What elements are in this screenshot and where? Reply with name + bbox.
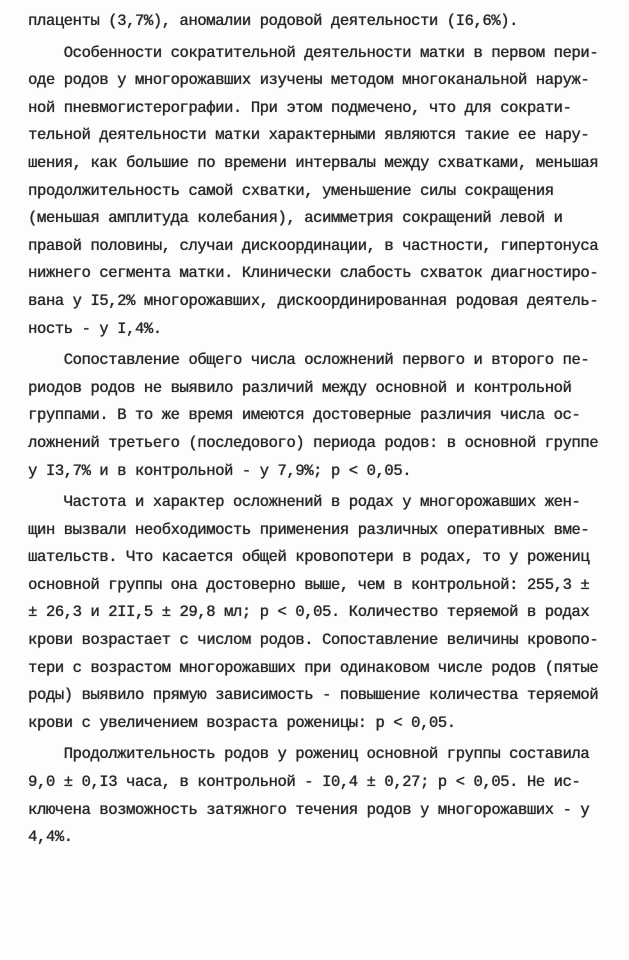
text-line: риодов родов не выявило различий между основной и контрольной <box>28 378 572 397</box>
text-line: Продолжительность родов у рожениц основной группы составила <box>28 745 590 764</box>
document-body <box>28 8 600 852</box>
text-line: крови с увеличением возраста роженицы: p < 0,05. <box>28 713 456 732</box>
text-line: ность - у I,4%. <box>28 319 162 338</box>
text-line: (меньшая амплитуда колебания), асимметрия сокращений левой и <box>28 209 563 228</box>
text-line: основной группы она достоверно выше, чем в контрольной: 255,3 ± <box>28 575 590 594</box>
text-line: группами. В то же время имеются достоверные различия числа ос- <box>28 406 581 425</box>
text-line: Частота и характер осложнений в родах у многорожавших жен- <box>28 493 581 512</box>
text-line: продолжительность самой схватки, уменьшение силы сокращения <box>28 181 554 200</box>
text-line: оде родов у многорожавших изучены методом многоканальной наруж- <box>28 71 590 90</box>
text-line: вана у I5,2% многорожавших, дискоординированная родовая деятель- <box>28 291 599 310</box>
text-line: тельной деятельности матки характерными являются такие ее нару- <box>28 126 590 145</box>
text-line: 4,4%. <box>28 828 73 847</box>
text-line: ложнений третьего (последового) периода родов: в основной группе <box>28 433 599 452</box>
text-line: у I3,7% и в контрольной - у 7,9%; p < 0,05. <box>28 461 412 480</box>
text-line: плаценты (3,7%), аномалии родовой деятельности (I6,6%). <box>28 12 518 30</box>
text-line: ключена возможность затяжного течения родов у многорожавших - у <box>28 800 590 819</box>
text-line: щин вызвали необходимость применения различных оперативных вме- <box>28 520 590 539</box>
text-line: крови возрастает с числом родов. Сопоставление величины кровопо- <box>28 631 599 650</box>
text-line: шения, как большие по времени интервалы между схватками, меньшая <box>28 153 599 172</box>
text-line: правой половины, случаи дискоординации, в частности, гипертонуса <box>28 236 599 255</box>
text-line: ± 26,3 и 2II,5 ± 29,8 мл; p < 0,05. Количество теряемой в родах <box>28 603 590 622</box>
text-line: ной пневмогистерографии. При этом подмечено, что для сократи- <box>28 98 572 117</box>
text-line: Особенности сократительной деятельности матки в первом пери- <box>28 43 599 62</box>
text-line: тери с возрастом многорожавших при одинаковом числе родов (пятые <box>28 658 599 677</box>
text-line: шательств. Что касается общей кровопотери в родах, то у рожениц <box>28 548 590 567</box>
text-line: Сопоставление общего числа осложнений первого и второго пе- <box>28 351 590 370</box>
text-line: нижнего сегмента матки. Клинически слабость схваток диагностиро- <box>28 264 599 283</box>
text-line: 9,0 ± 0,I3 часа, в контрольной - I0,4 ± 0,27; p < 0,05. Не ис- <box>28 773 581 792</box>
text-line: роды) выявило прямую зависимость - повышение количества теряемой <box>28 686 599 705</box>
